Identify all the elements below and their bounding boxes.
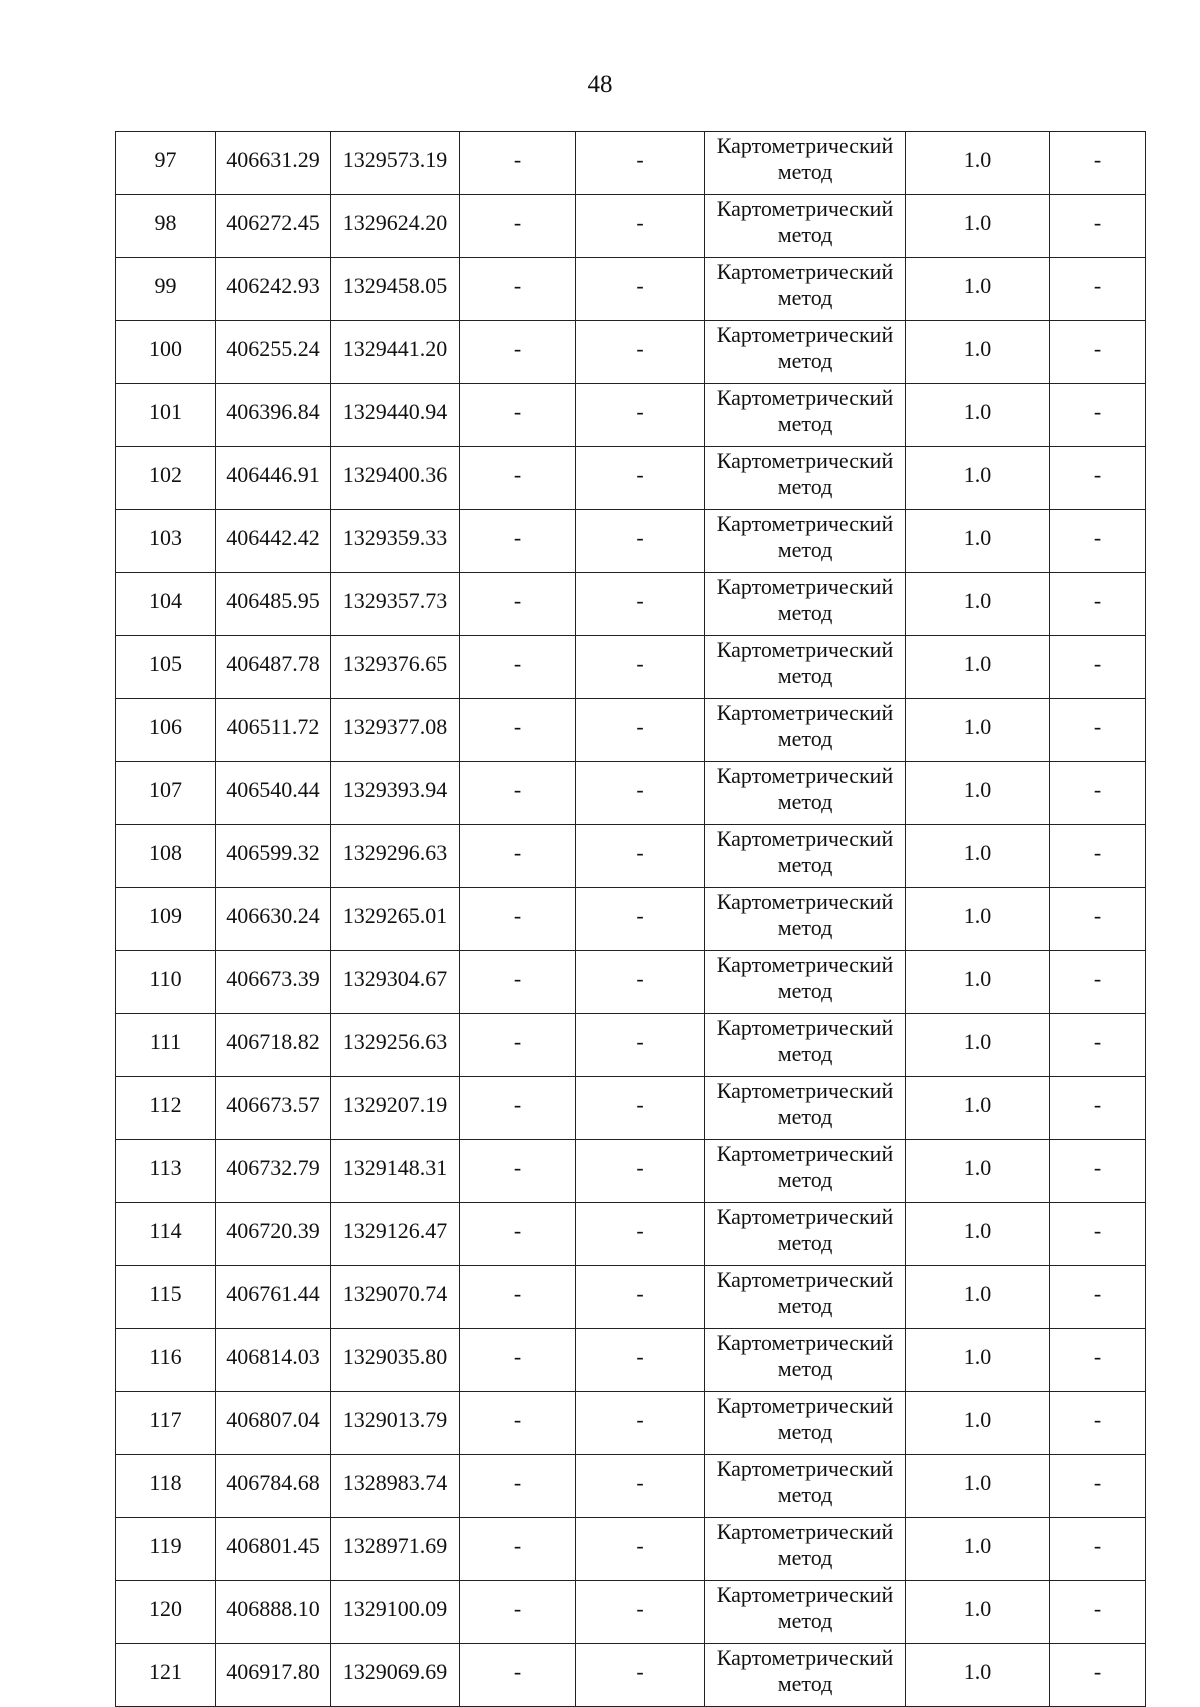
table-row bbox=[116, 951, 1146, 1014]
coordinate-x-cell: 406801.45 bbox=[216, 1518, 331, 1581]
point-number-cell: 114 bbox=[116, 1203, 216, 1266]
method-label-line2: метод bbox=[777, 537, 833, 562]
point-number-cell: 106 bbox=[116, 699, 216, 762]
empty-value-cell: - bbox=[1050, 573, 1146, 636]
coordinate-y-cell: 1329070.74 bbox=[331, 1266, 460, 1329]
empty-value-cell: - bbox=[576, 951, 705, 1014]
method-label-line1: Картометрический bbox=[716, 385, 894, 410]
point-number-cell: 102 bbox=[116, 447, 216, 510]
method-cell bbox=[705, 132, 906, 195]
empty-value-cell: - bbox=[1050, 321, 1146, 384]
coordinate-y-cell: 1329100.09 bbox=[331, 1581, 460, 1644]
empty-value-cell: - bbox=[1050, 1518, 1146, 1581]
empty-value-cell: - bbox=[460, 447, 576, 510]
accuracy-cell: 1.0 bbox=[906, 699, 1050, 762]
method-label-line1: Картометрический bbox=[716, 637, 894, 662]
table-row bbox=[116, 1266, 1146, 1329]
accuracy-cell: 1.0 bbox=[906, 636, 1050, 699]
point-number-cell: 109 bbox=[116, 888, 216, 951]
accuracy-cell: 1.0 bbox=[906, 1014, 1050, 1077]
empty-value-cell: - bbox=[460, 132, 576, 195]
empty-value-cell: - bbox=[576, 1014, 705, 1077]
empty-value-cell: - bbox=[1050, 384, 1146, 447]
accuracy-cell: 1.0 bbox=[906, 1077, 1050, 1140]
method-cell bbox=[705, 510, 906, 573]
coordinate-x-cell: 406540.44 bbox=[216, 762, 331, 825]
table-row bbox=[116, 888, 1146, 951]
coordinate-x-cell: 406814.03 bbox=[216, 1329, 331, 1392]
method-cell bbox=[705, 384, 906, 447]
accuracy-cell: 1.0 bbox=[906, 951, 1050, 1014]
method-cell bbox=[705, 1266, 906, 1329]
accuracy-cell: 1.0 bbox=[906, 573, 1050, 636]
coordinate-x-cell: 406255.24 bbox=[216, 321, 331, 384]
method-label-line1: Картометрический bbox=[716, 1393, 894, 1418]
coordinate-y-cell: 1329207.19 bbox=[331, 1077, 460, 1140]
method-label-line2: метод bbox=[777, 348, 833, 373]
coordinate-y-cell: 1329265.01 bbox=[331, 888, 460, 951]
empty-value-cell: - bbox=[1050, 825, 1146, 888]
table-row bbox=[116, 1518, 1146, 1581]
empty-value-cell: - bbox=[576, 321, 705, 384]
empty-value-cell: - bbox=[460, 258, 576, 321]
empty-value-cell: - bbox=[460, 1392, 576, 1455]
empty-value-cell: - bbox=[576, 699, 705, 762]
table-row bbox=[116, 447, 1146, 510]
method-cell bbox=[705, 1518, 906, 1581]
table-row bbox=[116, 1455, 1146, 1518]
method-label-line1: Картометрический bbox=[716, 700, 894, 725]
empty-value-cell: - bbox=[576, 1518, 705, 1581]
table-row bbox=[116, 699, 1146, 762]
accuracy-cell: 1.0 bbox=[906, 825, 1050, 888]
coordinate-y-cell: 1329069.69 bbox=[331, 1644, 460, 1707]
method-cell bbox=[705, 321, 906, 384]
coordinate-x-cell: 406630.24 bbox=[216, 888, 331, 951]
empty-value-cell: - bbox=[576, 825, 705, 888]
coordinate-y-cell: 1328983.74 bbox=[331, 1455, 460, 1518]
accuracy-cell: 1.0 bbox=[906, 762, 1050, 825]
table-row bbox=[116, 1140, 1146, 1203]
method-label-line1: Картометрический bbox=[716, 259, 894, 284]
coordinate-y-cell: 1329400.36 bbox=[331, 447, 460, 510]
method-label-line1: Картометрический bbox=[716, 1645, 894, 1670]
accuracy-cell: 1.0 bbox=[906, 1203, 1050, 1266]
coordinate-y-cell: 1329441.20 bbox=[331, 321, 460, 384]
method-cell bbox=[705, 573, 906, 636]
method-label-line1: Картометрический bbox=[716, 133, 894, 158]
coordinate-x-cell: 406673.39 bbox=[216, 951, 331, 1014]
method-label-line2: метод bbox=[777, 663, 833, 688]
empty-value-cell: - bbox=[1050, 1203, 1146, 1266]
method-label-line1: Картометрический bbox=[716, 1078, 894, 1103]
empty-value-cell: - bbox=[576, 132, 705, 195]
coordinate-x-cell: 406673.57 bbox=[216, 1077, 331, 1140]
empty-value-cell: - bbox=[1050, 1455, 1146, 1518]
table-row bbox=[116, 132, 1146, 195]
empty-value-cell: - bbox=[576, 1581, 705, 1644]
empty-value-cell: - bbox=[460, 1266, 576, 1329]
method-label-line1: Картометрический bbox=[716, 1519, 894, 1544]
empty-value-cell: - bbox=[1050, 510, 1146, 573]
method-label-line2: метод bbox=[777, 726, 833, 751]
method-label-line1: Картометрический bbox=[716, 1141, 894, 1166]
empty-value-cell: - bbox=[460, 195, 576, 258]
point-number-cell: 97 bbox=[116, 132, 216, 195]
point-number-cell: 105 bbox=[116, 636, 216, 699]
method-label-line2: метод bbox=[777, 1230, 833, 1255]
method-cell bbox=[705, 762, 906, 825]
method-label-line2: метод bbox=[777, 411, 833, 436]
table-row bbox=[116, 762, 1146, 825]
coordinate-y-cell: 1329377.08 bbox=[331, 699, 460, 762]
method-label-line1: Картометрический bbox=[716, 1330, 894, 1355]
empty-value-cell: - bbox=[460, 1518, 576, 1581]
method-label-line2: метод bbox=[777, 1167, 833, 1192]
method-label-line2: метод bbox=[777, 1482, 833, 1507]
table-row bbox=[116, 636, 1146, 699]
method-label-line2: метод bbox=[777, 789, 833, 814]
accuracy-cell: 1.0 bbox=[906, 132, 1050, 195]
method-cell bbox=[705, 1455, 906, 1518]
empty-value-cell: - bbox=[576, 636, 705, 699]
coordinate-y-cell: 1329624.20 bbox=[331, 195, 460, 258]
coordinate-y-cell: 1329573.19 bbox=[331, 132, 460, 195]
table-row bbox=[116, 825, 1146, 888]
point-number-cell: 113 bbox=[116, 1140, 216, 1203]
method-label-line2: метод bbox=[777, 1041, 833, 1066]
method-cell bbox=[705, 1644, 906, 1707]
accuracy-cell: 1.0 bbox=[906, 321, 1050, 384]
empty-value-cell: - bbox=[576, 258, 705, 321]
method-cell bbox=[705, 1392, 906, 1455]
method-cell bbox=[705, 699, 906, 762]
method-label-line2: метод bbox=[777, 474, 833, 499]
coordinate-y-cell: 1329376.65 bbox=[331, 636, 460, 699]
empty-value-cell: - bbox=[1050, 1644, 1146, 1707]
empty-value-cell: - bbox=[460, 699, 576, 762]
empty-value-cell: - bbox=[576, 573, 705, 636]
empty-value-cell: - bbox=[460, 384, 576, 447]
table-row bbox=[116, 1329, 1146, 1392]
coordinate-y-cell: 1329359.33 bbox=[331, 510, 460, 573]
point-number-cell: 117 bbox=[116, 1392, 216, 1455]
method-label-line1: Картометрический bbox=[716, 574, 894, 599]
table-row bbox=[116, 1014, 1146, 1077]
coordinate-y-cell: 1328971.69 bbox=[331, 1518, 460, 1581]
coordinate-x-cell: 406485.95 bbox=[216, 573, 331, 636]
accuracy-cell: 1.0 bbox=[906, 1644, 1050, 1707]
point-number-cell: 116 bbox=[116, 1329, 216, 1392]
accuracy-cell: 1.0 bbox=[906, 1329, 1050, 1392]
empty-value-cell: - bbox=[1050, 699, 1146, 762]
table-row bbox=[116, 1581, 1146, 1644]
accuracy-cell: 1.0 bbox=[906, 1581, 1050, 1644]
empty-value-cell: - bbox=[460, 1077, 576, 1140]
empty-value-cell: - bbox=[576, 762, 705, 825]
method-cell bbox=[705, 825, 906, 888]
method-label-line2: метод bbox=[777, 915, 833, 940]
method-label-line1: Картометрический bbox=[716, 826, 894, 851]
empty-value-cell: - bbox=[460, 951, 576, 1014]
method-label-line1: Картометрический bbox=[716, 763, 894, 788]
method-label-line1: Картометрический bbox=[716, 196, 894, 221]
coordinate-x-cell: 406442.42 bbox=[216, 510, 331, 573]
table-row bbox=[116, 321, 1146, 384]
method-label-line1: Картометрический bbox=[716, 1015, 894, 1040]
table-row bbox=[116, 258, 1146, 321]
method-cell bbox=[705, 1014, 906, 1077]
coordinate-y-cell: 1329393.94 bbox=[331, 762, 460, 825]
point-number-cell: 101 bbox=[116, 384, 216, 447]
empty-value-cell: - bbox=[460, 1644, 576, 1707]
accuracy-cell: 1.0 bbox=[906, 1266, 1050, 1329]
method-label-line1: Картометрический bbox=[716, 889, 894, 914]
empty-value-cell: - bbox=[576, 195, 705, 258]
table-body bbox=[116, 132, 1146, 1707]
method-label-line1: Картометрический bbox=[716, 448, 894, 473]
point-number-cell: 110 bbox=[116, 951, 216, 1014]
method-label-line2: метод bbox=[777, 1608, 833, 1633]
coordinate-x-cell: 406784.68 bbox=[216, 1455, 331, 1518]
accuracy-cell: 1.0 bbox=[906, 510, 1050, 573]
table-row bbox=[116, 195, 1146, 258]
method-label-line2: метод bbox=[777, 978, 833, 1003]
coordinate-x-cell: 406631.29 bbox=[216, 132, 331, 195]
empty-value-cell: - bbox=[1050, 636, 1146, 699]
method-cell bbox=[705, 636, 906, 699]
empty-value-cell: - bbox=[1050, 1581, 1146, 1644]
point-number-cell: 108 bbox=[116, 825, 216, 888]
method-label-line2: метод bbox=[777, 1104, 833, 1129]
empty-value-cell: - bbox=[576, 510, 705, 573]
empty-value-cell: - bbox=[576, 888, 705, 951]
empty-value-cell: - bbox=[460, 1014, 576, 1077]
point-number-cell: 121 bbox=[116, 1644, 216, 1707]
coordinate-y-cell: 1329035.80 bbox=[331, 1329, 460, 1392]
accuracy-cell: 1.0 bbox=[906, 888, 1050, 951]
coordinate-x-cell: 406599.32 bbox=[216, 825, 331, 888]
accuracy-cell: 1.0 bbox=[906, 1392, 1050, 1455]
empty-value-cell: - bbox=[460, 762, 576, 825]
method-label-line2: метод bbox=[777, 852, 833, 877]
coordinate-y-cell: 1329440.94 bbox=[331, 384, 460, 447]
empty-value-cell: - bbox=[1050, 258, 1146, 321]
method-label-line2: метод bbox=[777, 222, 833, 247]
empty-value-cell: - bbox=[460, 321, 576, 384]
method-cell bbox=[705, 195, 906, 258]
table-row bbox=[116, 1644, 1146, 1707]
accuracy-cell: 1.0 bbox=[906, 1518, 1050, 1581]
point-number-cell: 107 bbox=[116, 762, 216, 825]
empty-value-cell: - bbox=[1050, 447, 1146, 510]
table-row bbox=[116, 510, 1146, 573]
method-label-line2: метод bbox=[777, 285, 833, 310]
method-cell bbox=[705, 1077, 906, 1140]
point-number-cell: 100 bbox=[116, 321, 216, 384]
coordinate-y-cell: 1329126.47 bbox=[331, 1203, 460, 1266]
coordinate-y-cell: 1329148.31 bbox=[331, 1140, 460, 1203]
coordinate-y-cell: 1329304.67 bbox=[331, 951, 460, 1014]
coordinate-x-cell: 406396.84 bbox=[216, 384, 331, 447]
point-number-cell: 112 bbox=[116, 1077, 216, 1140]
empty-value-cell: - bbox=[460, 825, 576, 888]
empty-value-cell: - bbox=[460, 1455, 576, 1518]
coordinate-x-cell: 406761.44 bbox=[216, 1266, 331, 1329]
empty-value-cell: - bbox=[1050, 1140, 1146, 1203]
coordinate-x-cell: 406718.82 bbox=[216, 1014, 331, 1077]
empty-value-cell: - bbox=[576, 1203, 705, 1266]
method-cell bbox=[705, 447, 906, 510]
method-label-line1: Картометрический bbox=[716, 1204, 894, 1229]
empty-value-cell: - bbox=[576, 447, 705, 510]
method-label-line1: Картометрический bbox=[716, 952, 894, 977]
coordinate-x-cell: 406807.04 bbox=[216, 1392, 331, 1455]
empty-value-cell: - bbox=[576, 1644, 705, 1707]
method-label-line1: Картометрический bbox=[716, 1267, 894, 1292]
method-label-line1: Картометрический bbox=[716, 1582, 894, 1607]
coordinate-y-cell: 1329357.73 bbox=[331, 573, 460, 636]
method-label-line2: метод bbox=[777, 600, 833, 625]
coordinate-x-cell: 406917.80 bbox=[216, 1644, 331, 1707]
method-label-line1: Картометрический bbox=[716, 511, 894, 536]
empty-value-cell: - bbox=[576, 1140, 705, 1203]
empty-value-cell: - bbox=[576, 1266, 705, 1329]
empty-value-cell: - bbox=[1050, 1077, 1146, 1140]
point-number-cell: 119 bbox=[116, 1518, 216, 1581]
accuracy-cell: 1.0 bbox=[906, 447, 1050, 510]
table-row bbox=[116, 573, 1146, 636]
coordinate-x-cell: 406272.45 bbox=[216, 195, 331, 258]
empty-value-cell: - bbox=[460, 888, 576, 951]
empty-value-cell: - bbox=[1050, 951, 1146, 1014]
empty-value-cell: - bbox=[576, 384, 705, 447]
empty-value-cell: - bbox=[460, 1581, 576, 1644]
empty-value-cell: - bbox=[1050, 132, 1146, 195]
coordinate-y-cell: 1329256.63 bbox=[331, 1014, 460, 1077]
coordinate-x-cell: 406511.72 bbox=[216, 699, 331, 762]
table-row bbox=[116, 384, 1146, 447]
empty-value-cell: - bbox=[1050, 1329, 1146, 1392]
method-label-line2: метод bbox=[777, 1293, 833, 1318]
coordinate-x-cell: 406242.93 bbox=[216, 258, 331, 321]
accuracy-cell: 1.0 bbox=[906, 195, 1050, 258]
point-number-cell: 104 bbox=[116, 573, 216, 636]
coordinate-x-cell: 406888.10 bbox=[216, 1581, 331, 1644]
empty-value-cell: - bbox=[1050, 762, 1146, 825]
method-label-line2: метод bbox=[777, 1545, 833, 1570]
table-row bbox=[116, 1392, 1146, 1455]
method-label-line1: Картометрический bbox=[716, 1456, 894, 1481]
point-number-cell: 120 bbox=[116, 1581, 216, 1644]
method-label-line2: метод bbox=[777, 1419, 833, 1444]
coordinate-y-cell: 1329296.63 bbox=[331, 825, 460, 888]
method-cell bbox=[705, 1203, 906, 1266]
method-cell bbox=[705, 951, 906, 1014]
accuracy-cell: 1.0 bbox=[906, 1140, 1050, 1203]
page-number: 48 bbox=[587, 71, 613, 98]
coordinates-table bbox=[115, 131, 1146, 1707]
point-number-cell: 98 bbox=[116, 195, 216, 258]
method-label-line1: Картометрический bbox=[716, 322, 894, 347]
coordinate-x-cell: 406446.91 bbox=[216, 447, 331, 510]
empty-value-cell: - bbox=[576, 1329, 705, 1392]
method-cell bbox=[705, 258, 906, 321]
empty-value-cell: - bbox=[1050, 1266, 1146, 1329]
method-cell bbox=[705, 1329, 906, 1392]
method-cell bbox=[705, 1581, 906, 1644]
accuracy-cell: 1.0 bbox=[906, 258, 1050, 321]
method-label-line2: метод bbox=[777, 1356, 833, 1381]
method-label-line2: метод bbox=[777, 1671, 833, 1696]
coordinate-x-cell: 406487.78 bbox=[216, 636, 331, 699]
coordinate-x-cell: 406732.79 bbox=[216, 1140, 331, 1203]
coordinate-y-cell: 1329458.05 bbox=[331, 258, 460, 321]
empty-value-cell: - bbox=[460, 510, 576, 573]
accuracy-cell: 1.0 bbox=[906, 384, 1050, 447]
empty-value-cell: - bbox=[460, 1329, 576, 1392]
table-row bbox=[116, 1203, 1146, 1266]
method-cell bbox=[705, 1140, 906, 1203]
point-number-cell: 103 bbox=[116, 510, 216, 573]
point-number-cell: 99 bbox=[116, 258, 216, 321]
accuracy-cell: 1.0 bbox=[906, 1455, 1050, 1518]
empty-value-cell: - bbox=[460, 636, 576, 699]
empty-value-cell: - bbox=[576, 1455, 705, 1518]
empty-value-cell: - bbox=[576, 1077, 705, 1140]
empty-value-cell: - bbox=[1050, 1392, 1146, 1455]
method-cell bbox=[705, 888, 906, 951]
point-number-cell: 111 bbox=[116, 1014, 216, 1077]
empty-value-cell: - bbox=[1050, 1014, 1146, 1077]
empty-value-cell: - bbox=[460, 1140, 576, 1203]
empty-value-cell: - bbox=[576, 1392, 705, 1455]
empty-value-cell: - bbox=[1050, 888, 1146, 951]
coordinate-x-cell: 406720.39 bbox=[216, 1203, 331, 1266]
point-number-cell: 118 bbox=[116, 1455, 216, 1518]
empty-value-cell: - bbox=[460, 1203, 576, 1266]
coordinate-y-cell: 1329013.79 bbox=[331, 1392, 460, 1455]
table-row bbox=[116, 1077, 1146, 1140]
empty-value-cell: - bbox=[460, 573, 576, 636]
point-number-cell: 115 bbox=[116, 1266, 216, 1329]
empty-value-cell: - bbox=[1050, 195, 1146, 258]
method-label-line2: метод bbox=[777, 159, 833, 184]
